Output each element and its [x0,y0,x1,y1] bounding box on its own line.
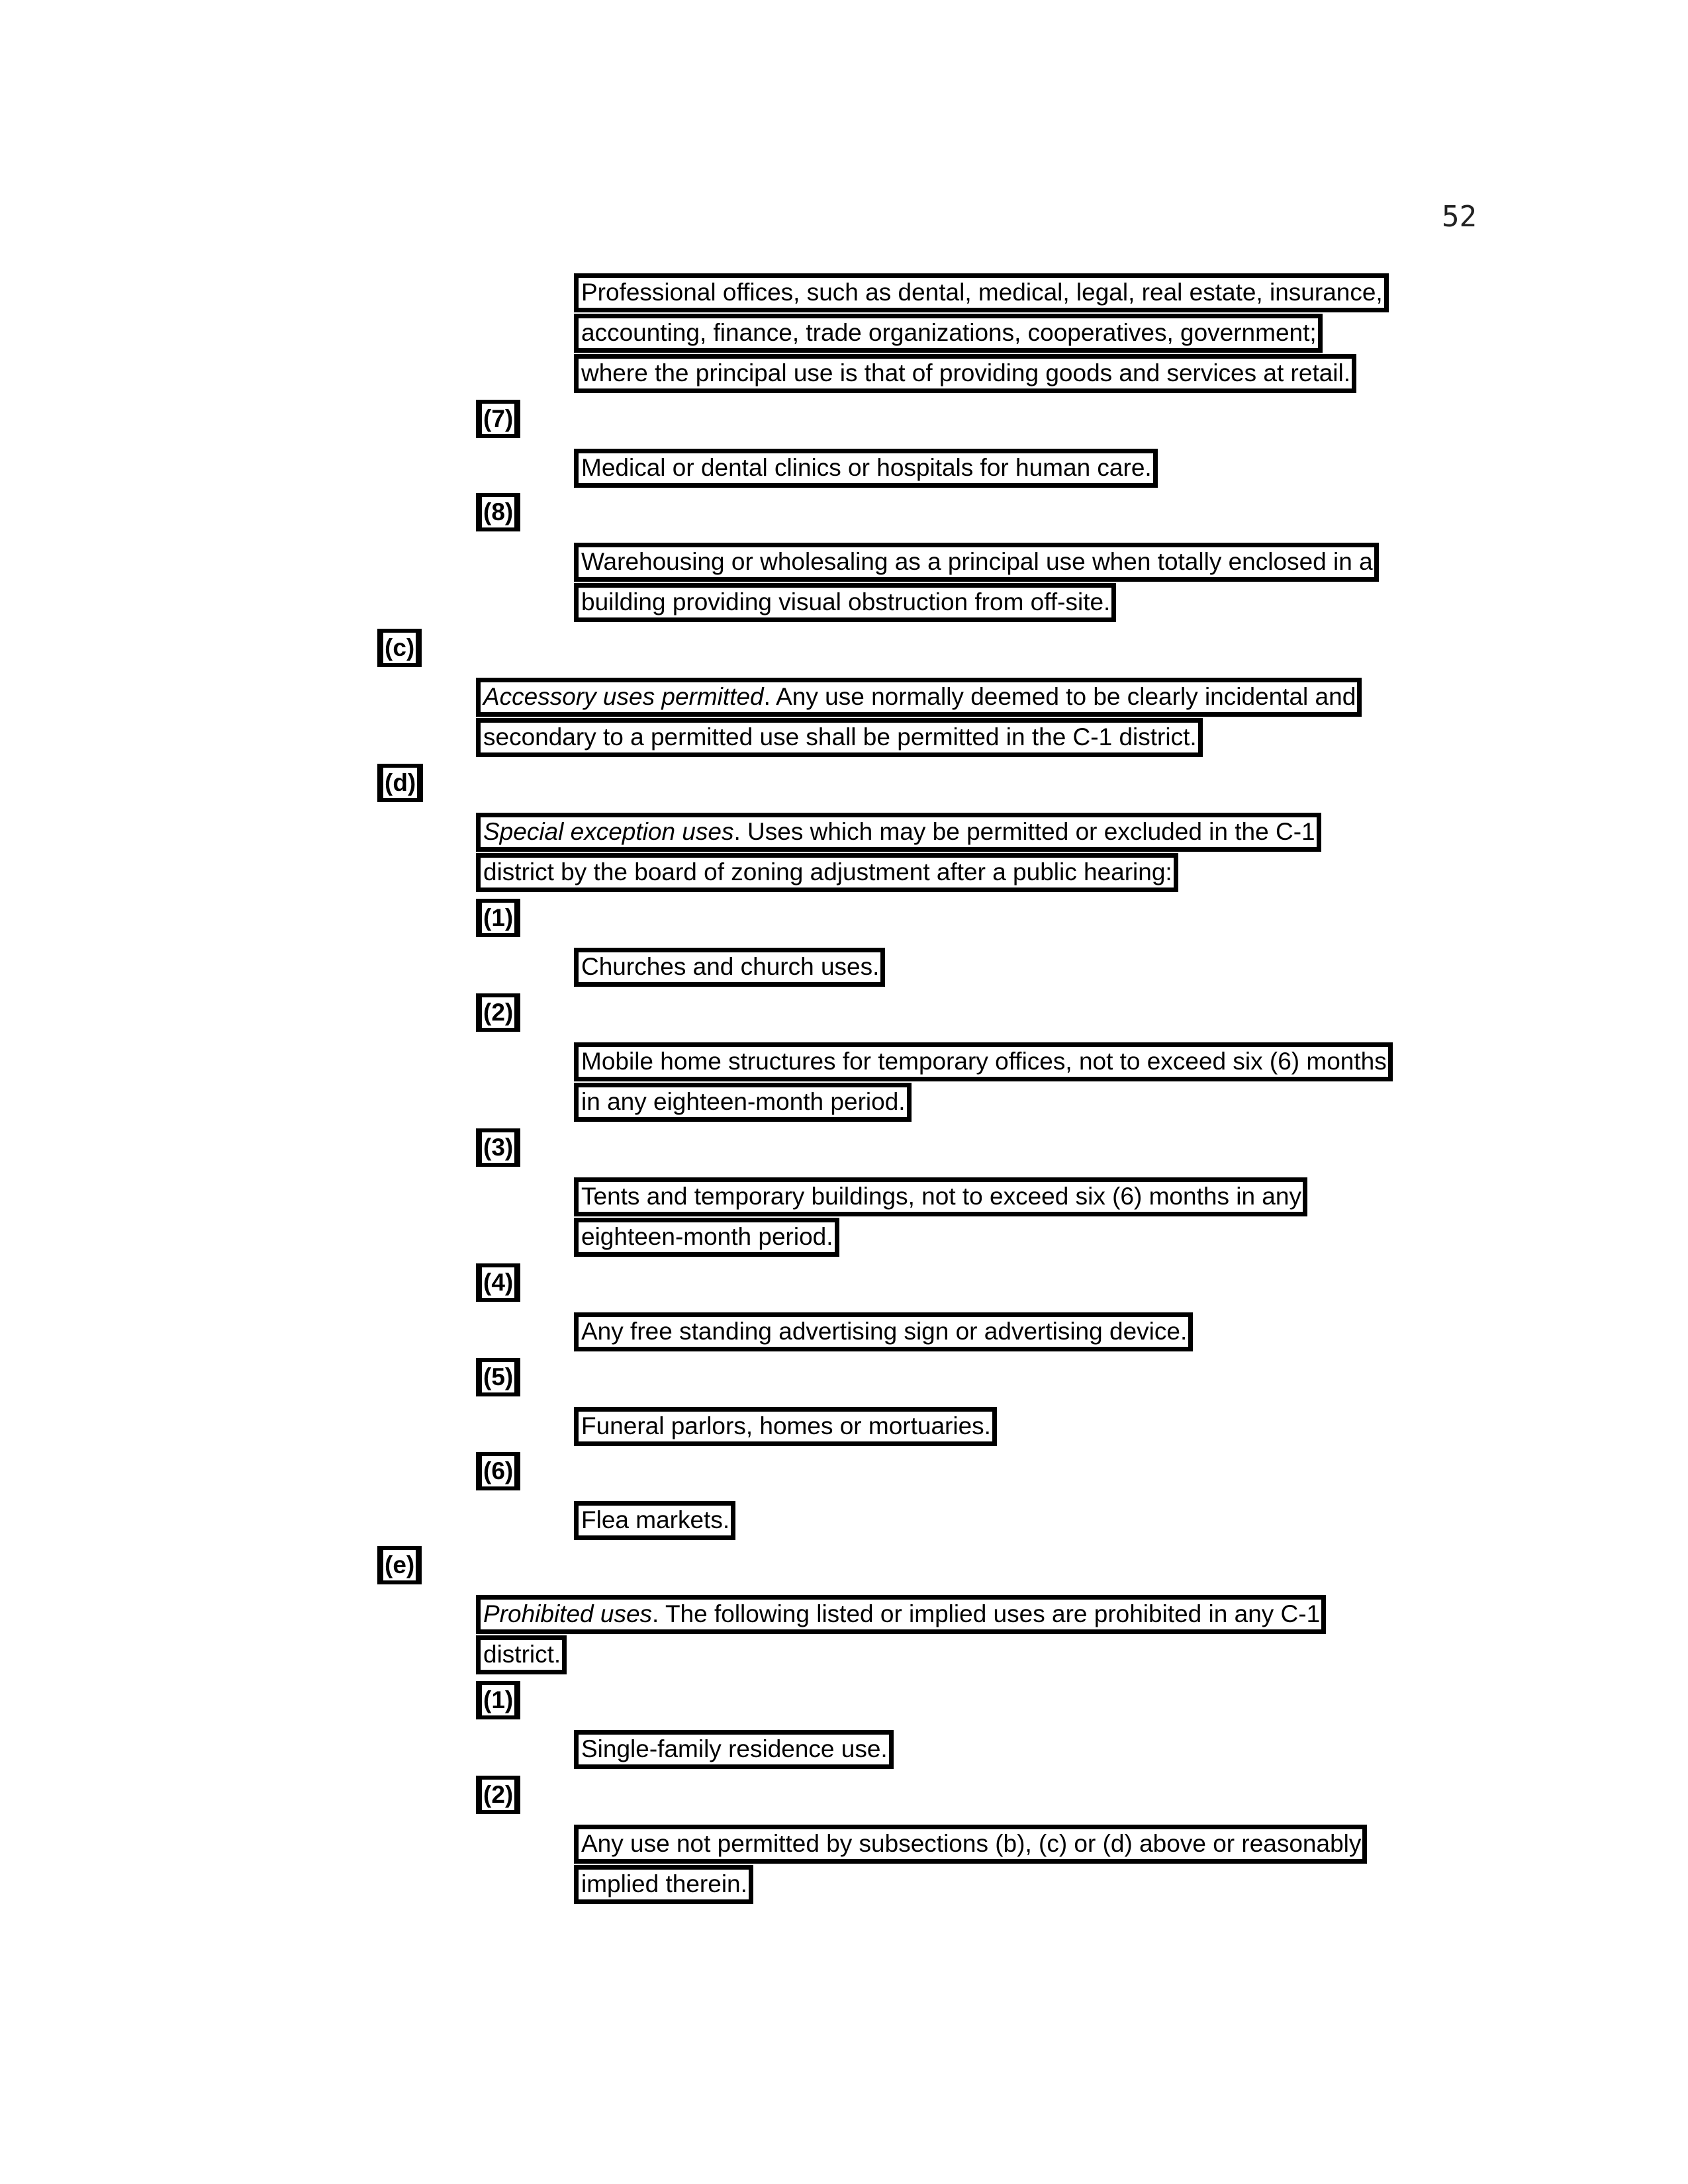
text-line: eighteen-month period. [574,1218,839,1257]
item-label-d6: (6) [476,1452,520,1490]
text-line: Churches and church uses. [574,948,885,987]
item-label-7: (7) [476,400,520,438]
item-label-d1: (1) [476,899,520,937]
text-line: in any eighteen-month period. [574,1083,912,1122]
text-line: Funeral parlors, homes or mortuaries. [574,1407,997,1446]
item-label-d4: (4) [476,1263,520,1302]
section-label-e: (e) [377,1546,422,1584]
text-line: Warehousing or wholesaling as a principal use when totally enclosed in a [574,543,1379,582]
section-title: Prohibited uses [483,1600,653,1627]
page-number: 52 [1442,200,1477,234]
section-title: Special exception uses [483,818,734,845]
text-line: building providing visual obstruction from off-site. [574,583,1116,622]
text-line: district. [476,1635,567,1674]
text-line: Prohibited uses. The following listed or implied uses are prohibited in any C-1 [476,1595,1326,1634]
text-line: implied therein. [574,1865,753,1904]
text-line: where the principal use is that of providing goods and services at retail. [574,354,1356,393]
text-line: Special exception uses. Uses which may be permitted or excluded in the C-1 [476,813,1321,852]
item-label-8: (8) [476,493,520,531]
item-label-d2: (2) [476,993,520,1032]
text-line: Mobile home structures for temporary offices, not to exceed six (6) months [574,1042,1393,1081]
text-line: accounting, finance, trade organizations, cooperatives, government; [574,314,1323,353]
text-line: secondary to a permitted use shall be permitted in the C-1 district. [476,718,1203,757]
section-title: Accessory uses permitted [483,683,764,710]
text-line: Tents and temporary buildings, not to exceed six (6) months in any [574,1177,1307,1216]
section-label-d: (d) [377,764,423,802]
text-line: Single-family residence use. [574,1730,894,1769]
item-label-d3: (3) [476,1128,520,1167]
item-label-e2: (2) [476,1776,520,1814]
item-label-d5: (5) [476,1358,520,1396]
section-label-c: (c) [377,629,422,667]
text-line: Professional offices, such as dental, medical, legal, real estate, insurance, [574,273,1389,312]
text-line: Any free standing advertising sign or advertising device. [574,1312,1193,1351]
text-line: Any use not permitted by subsections (b), (c) or (d) above or reasonably [574,1825,1367,1864]
text-line: Medical or dental clinics or hospitals for human care. [574,449,1158,488]
text-line: district by the board of zoning adjustment after a public hearing: [476,853,1178,892]
text-line: Flea markets. [574,1501,735,1540]
text-line: Accessory uses permitted. Any use normally deemed to be clearly incidental and [476,678,1362,717]
item-label-e1: (1) [476,1681,520,1719]
